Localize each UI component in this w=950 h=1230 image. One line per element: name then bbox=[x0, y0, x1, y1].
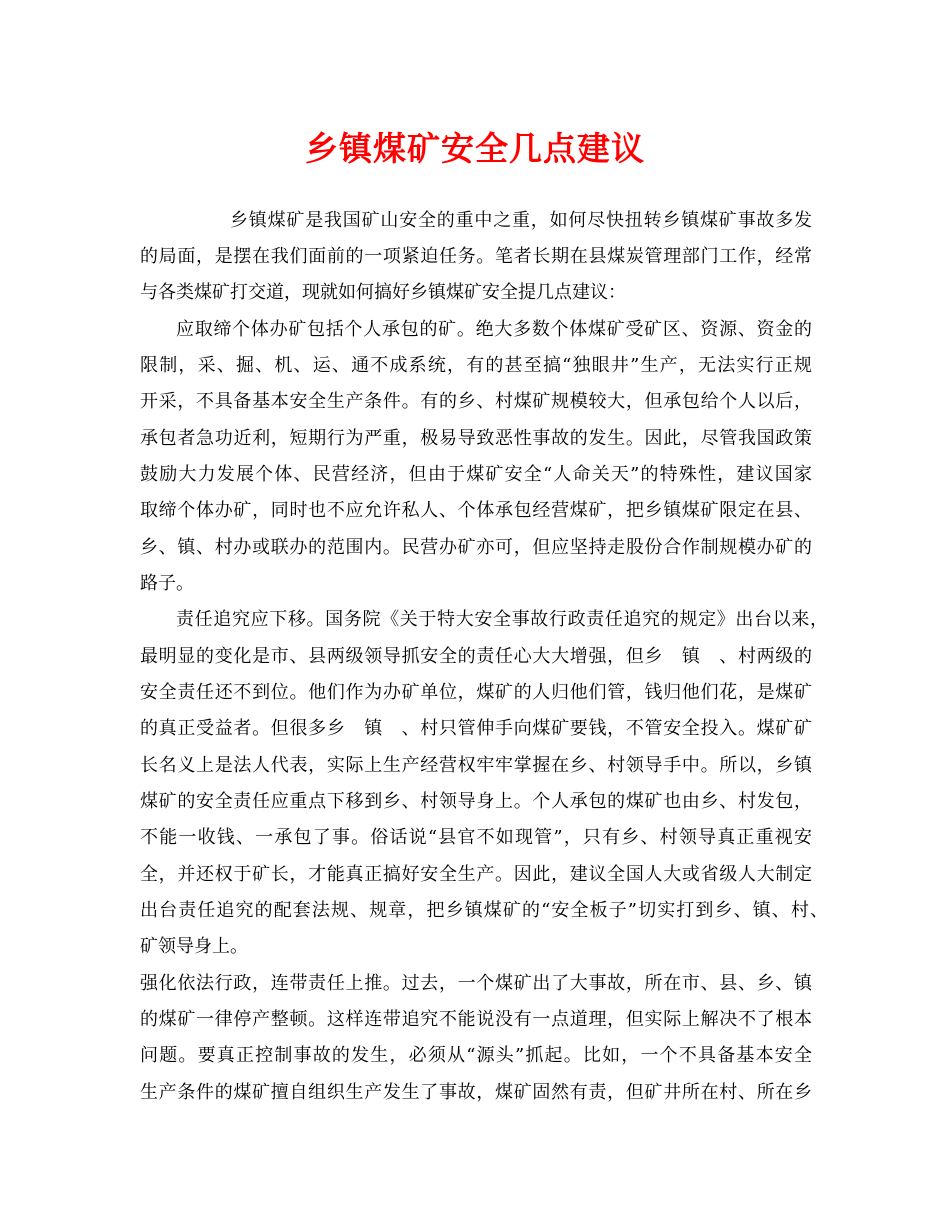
paragraph-line: 与各类煤矿打交道，现就如何搞好乡镇煤矿安全提几点建议： bbox=[140, 282, 626, 303]
paragraph-line: 矿领导身上。 bbox=[140, 936, 248, 957]
paragraph-line: 责任追究应下移。国务院《关于特大安全事故行政责任追究的规定》出台以来， bbox=[176, 609, 828, 630]
paragraph-line: 出台责任追究的配套法规、规章，把乡镇煤矿的“安全板子”切实打到乡、镇、村、 bbox=[140, 900, 828, 921]
paragraph-line: 的煤矿一律停产整顿。这样连带追究不能说没有一点道理，但实际上解决不了根本 bbox=[140, 1009, 812, 1030]
paragraph-line: 全，并还权于矿长，才能真正搞好安全生产。因此，建议全国人大或省级人大制定 bbox=[140, 864, 812, 885]
paragraph-line: 开采，不具备基本安全生产条件。有的乡、村煤矿规模较大，但承包给个人以后， bbox=[140, 391, 812, 412]
paragraph-line: 安全责任还不到位。他们作为办矿单位，煤矿的人归他们管，钱归他们花，是煤矿 bbox=[140, 682, 812, 703]
paragraph-line: 不能一收钱、一承包了事。俗话说“县官不如现管”，只有乡、村领导真正重视安 bbox=[140, 827, 812, 848]
paragraph-line: 长名义上是法人代表，实际上生产经营权牢牢掌握在乡、村领导手中。所以，乡镇 bbox=[140, 755, 812, 776]
paragraph-line: 承包者急功近利，短期行为严重，极易导致恶性事故的发生。因此，尽管我国政策 bbox=[140, 428, 812, 449]
paragraph-line: 乡、镇、村办或联办的范围内。民营办矿亦可，但应坚持走股份合作制规模办矿的 bbox=[140, 537, 812, 558]
paragraph-line: 的局面，是摆在我们面前的一项紧迫任务。笔者长期在县煤炭管理部门工作，经常 bbox=[140, 246, 812, 267]
paragraph-line: 限制，采、掘、机、运、通不成系统，有的甚至搞“独眼井”生产，无法实行正规 bbox=[140, 355, 812, 376]
paragraph-line: 路子。 bbox=[140, 573, 194, 594]
paragraph-line: 取缔个体办矿，同时也不应允许私人、个体承包经营煤矿，把乡镇煤矿限定在县、 bbox=[140, 500, 812, 521]
paragraph-line: 煤矿的安全责任应重点下移到乡、村领导身上。个人承包的煤矿也由乡、村发包， bbox=[140, 791, 812, 812]
paragraph-line: 乡镇煤矿是我国矿山安全的重中之重，如何尽快扭转乡镇煤矿事故多发 bbox=[230, 210, 812, 231]
paragraph-line: 的真正受益者。但很多乡 镇 、村只管伸手向煤矿要钱，不管安全投入。煤矿矿 bbox=[140, 718, 812, 739]
page-title: 乡镇煤矿安全几点建议 bbox=[305, 129, 645, 168]
paragraph-line: 问题。要真正控制事故的发生，必须从“源头”抓起。比如，一个不具备基本安全 bbox=[140, 1045, 812, 1066]
paragraph-line: 强化依法行政，连带责任上推。过去，一个煤矿出了大事故，所在市、县、乡、镇 bbox=[140, 973, 812, 994]
paragraph-line: 应取缔个体办矿包括个人承包的矿。绝大多数个体煤矿受矿区、资源、资金的 bbox=[176, 319, 812, 340]
paragraph-line: 鼓励大力发展个体、民营经济，但由于煤矿安全“人命关天”的特殊性，建议国家 bbox=[140, 464, 812, 485]
paragraph-line: 生产条件的煤矿擅自组织生产发生了事故，煤矿固然有责，但矿井所在村、所在乡 bbox=[140, 1082, 812, 1103]
paragraph-line: 最明显的变化是市、县两级领导抓安全的责任心大大增强，但乡 镇 、村两级的 bbox=[140, 646, 812, 667]
